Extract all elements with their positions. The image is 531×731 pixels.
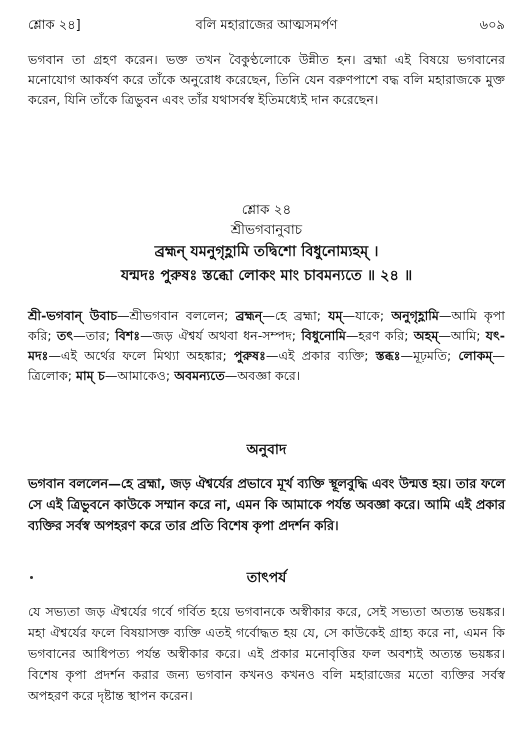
synonym-item: অবমন্যতে—অবজ্ঞা করে। xyxy=(174,368,301,383)
verse-reference: শ্লোক ২৪] xyxy=(28,18,81,33)
page-header xyxy=(28,18,505,44)
synonym-item: অনুগৃহ্ণামি—আমি কৃপা করি; xyxy=(28,308,505,343)
synonym-item: মাম্ চ—আমাকেও; xyxy=(76,368,171,383)
intro-paragraph: ভগবান তা গ্রহণ করেন। ভক্ত তখন বৈকুণ্ঠলোকে উন্নীত হন। ব্রহ্মা এই বিষয়ে ভগবানের মনোযোগ আকর্ষণ করে তাঁকে অনুরোধ করেছেন, তিনি যেন বরুণপাশে বদ্ধ বলি মহারাজকে মুক্ত করেন, যিনি তাঁকে ত্রিভুবন এবং তাঁর যথাসর্বস্ব ইতিমধ্যেই দান করেছেন। xyxy=(28,52,505,107)
synonym-item: তৎ—তার; xyxy=(56,328,110,343)
verse-line-1: ব্রহ্মন্ যমনুগৃহ্ণামি তদ্বিশো বিধুনোম্যহম্ । xyxy=(154,244,379,260)
translation-title: অনুবাদ xyxy=(246,442,287,458)
synonym-item: ব্রহ্মন্—হে ব্রহ্মা; xyxy=(235,308,321,323)
verse-line-2: যন্মদঃ পুরুষঃ স্তব্ধো লোকং মাং চাবমন্যতে ॥ ২৪ ॥ xyxy=(120,268,413,284)
page-number: ৬০৯ xyxy=(479,18,505,33)
verse-speaker: শ্রীভগবানুবাচ xyxy=(230,222,303,238)
synonym-item: লোকম্—ত্রিলোক; xyxy=(28,348,505,383)
translation-text: ভগবান বললেন—হে ব্রহ্মা, জড় ঐশ্বর্যের প্রভাবে মূর্খ ব্যক্তি স্থূলবুদ্ধি এবং উন্মত্ত হয়। তার ফলে সে এই ত্রিভুবনে কাউকে সম্মান করে না, এমন কি আমাকে পর্যন্ত অবজ্ঞা করে। আমি এই প্রকার ব্যক্তির সর্বস্ব অপহরণ করে তার প্রতি বিশেষ কৃপা প্রদর্শন করি। xyxy=(28,476,505,534)
verse-block xyxy=(28,200,505,288)
synonym-item: বিশঃ—জড় ঐশ্বর্য অথবা ধন-সম্পদ; xyxy=(115,328,297,343)
synonym-item: পুরুষঃ—এই প্রকার ব্যক্তি; xyxy=(233,348,369,363)
synonym-item: বিধুনোমি—হরণ করি; xyxy=(301,328,409,343)
purport-title: তাৎপর্য xyxy=(246,570,287,586)
chapter-title: বলি মহারাজের আত্মসমর্পণ xyxy=(195,18,338,33)
synonym-item: যৎ-মদঃ—এই অর্থের ফলে মিথ্যা অহঙ্কার; xyxy=(28,328,505,363)
synonym-item: স্তব্ধঃ—মূঢ়মতি; xyxy=(375,348,452,363)
purport-text: যে সভ্যতা জড় ঐশ্বর্যের গর্বে গর্বিত হয়ে ভগবানকে অস্বীকার করে, সেই সভ্যতা অত্যন্ত ভয়ঙ্কর। মহা ঐশ্বর্যের ফলে বিষয়াসক্ত ব্যক্তি এতই গর্বোদ্ধত হয় যে, সে কাউকেই গ্রাহ্য করে না, এমন কি ভগবানের আধিপত্য পর্যন্ত অস্বীকার করে। এই প্রকার মনোবৃত্তির ফল অবশ্যই অত্যন্ত ভয়ঙ্কর। বিশেষ কৃপা প্রদর্শন করার জন্য ভগবান কখনও কখনও বলি মহারাজের মতো ব্যক্তির সর্বস্ব অপহরণ করে দৃষ্টান্ত স্থাপন করেন। xyxy=(28,603,505,703)
synonym-item: অহম্—আমি; xyxy=(413,328,481,343)
synonym-item: যম্—যাকে; xyxy=(328,308,385,323)
verse-heading: শ্লোক ২৪ xyxy=(241,202,292,218)
synonym-item: শ্রী-ভগবান্ উবাচ—শ্রীভগবান বললেন; xyxy=(28,308,229,323)
synonyms xyxy=(28,306,505,386)
